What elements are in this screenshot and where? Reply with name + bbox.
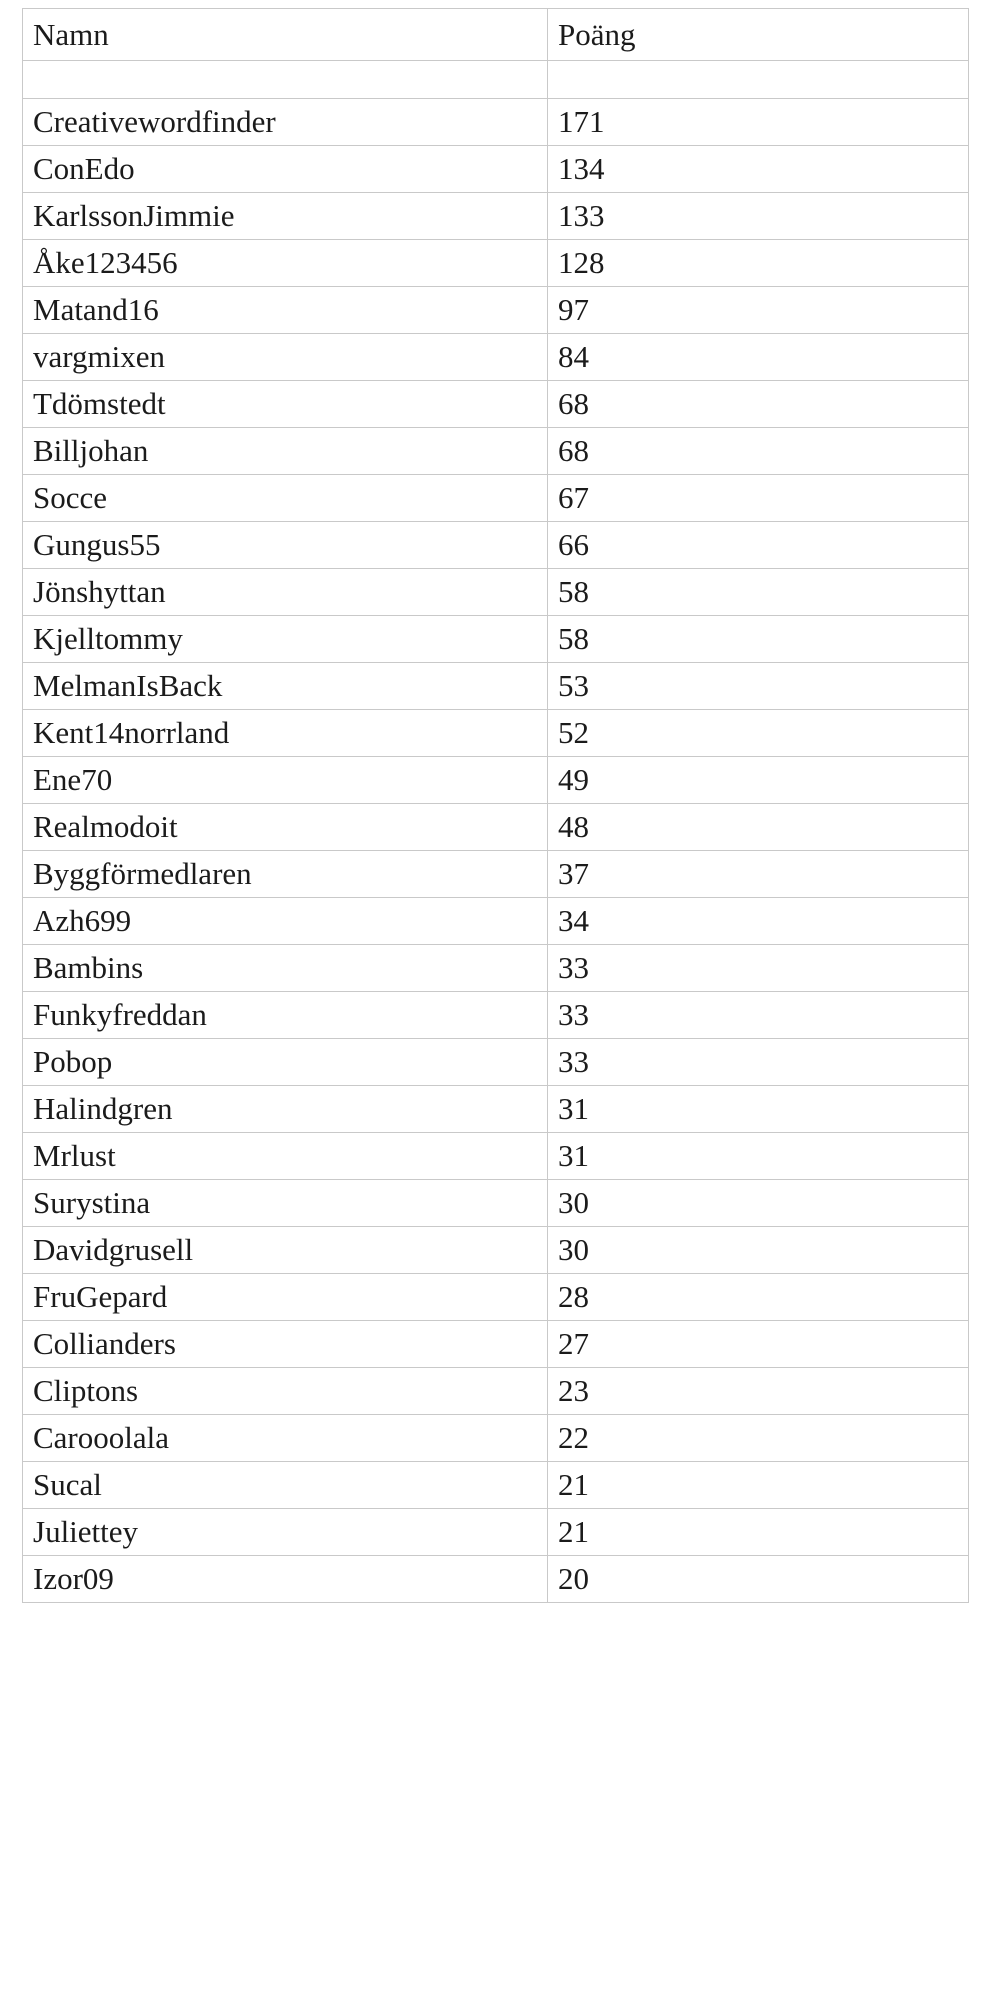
cell-points: 23 (548, 1368, 969, 1415)
cell-points: 31 (548, 1086, 969, 1133)
cell-points: 28 (548, 1274, 969, 1321)
cell-points: 48 (548, 804, 969, 851)
cell-name: Byggförmedlaren (23, 851, 548, 898)
cell-name: Collianders (23, 1321, 548, 1368)
cell-points: 97 (548, 287, 969, 334)
cell-name: Bambins (23, 945, 548, 992)
table-header-row (23, 9, 969, 61)
table-row (23, 428, 969, 475)
cell-points: 27 (548, 1321, 969, 1368)
cell-points: 33 (548, 1039, 969, 1086)
cell-points: 68 (548, 381, 969, 428)
cell-name: Izor09 (23, 1556, 548, 1603)
table-row (23, 1556, 969, 1603)
cell-points: 128 (548, 240, 969, 287)
cell-name: vargmixen (23, 334, 548, 381)
table-row (23, 146, 969, 193)
cell-name: Åke123456 (23, 240, 548, 287)
table-row (23, 757, 969, 804)
table-row (23, 616, 969, 663)
cell-name: Sucal (23, 1462, 548, 1509)
column-header-points: Poäng (548, 9, 969, 61)
table-row (23, 1415, 969, 1462)
table-row (23, 99, 969, 146)
cell-points: 58 (548, 616, 969, 663)
table-row (23, 1509, 969, 1556)
table-row (23, 851, 969, 898)
cell-name: Carooolala (23, 1415, 548, 1462)
cell-points: 171 (548, 99, 969, 146)
table-row (23, 569, 969, 616)
cell-name: KarlssonJimmie (23, 193, 548, 240)
table-row (23, 1368, 969, 1415)
cell-name: Ene70 (23, 757, 548, 804)
cell-name: ConEdo (23, 146, 548, 193)
scoreboard-table (22, 8, 969, 1603)
table-row (23, 992, 969, 1039)
cell-name: Kent14norrland (23, 710, 548, 757)
cell-name: Gungus55 (23, 522, 548, 569)
cell-points: 67 (548, 475, 969, 522)
cell-points: 33 (548, 945, 969, 992)
cell-points: 21 (548, 1509, 969, 1556)
cell-name: Kjelltommy (23, 616, 548, 663)
table-row (23, 898, 969, 945)
cell-name: Socce (23, 475, 548, 522)
table-row (23, 1321, 969, 1368)
cell-name: Jönshyttan (23, 569, 548, 616)
cell-name: Creativewordfinder (23, 99, 548, 146)
table-row (23, 240, 969, 287)
cell-name: FruGepard (23, 1274, 548, 1321)
cell-name: Davidgrusell (23, 1227, 548, 1274)
cell-name: Surystina (23, 1180, 548, 1227)
cell-points: 20 (548, 1556, 969, 1603)
spacer-cell-points (548, 61, 969, 99)
cell-name: Tdömstedt (23, 381, 548, 428)
cell-name: Billjohan (23, 428, 548, 475)
cell-points: 31 (548, 1133, 969, 1180)
table-row (23, 1133, 969, 1180)
cell-points: 134 (548, 146, 969, 193)
table-row (23, 804, 969, 851)
cell-name: Mrlust (23, 1133, 548, 1180)
cell-name: Realmodoit (23, 804, 548, 851)
cell-name: Pobop (23, 1039, 548, 1086)
cell-points: 133 (548, 193, 969, 240)
table-row (23, 663, 969, 710)
table-row (23, 522, 969, 569)
cell-name: Cliptons (23, 1368, 548, 1415)
table-row (23, 1274, 969, 1321)
cell-name: Azh699 (23, 898, 548, 945)
table-row (23, 1086, 969, 1133)
cell-points: 84 (548, 334, 969, 381)
cell-points: 58 (548, 569, 969, 616)
cell-points: 68 (548, 428, 969, 475)
table-row (23, 475, 969, 522)
table-row (23, 334, 969, 381)
cell-points: 66 (548, 522, 969, 569)
cell-name: Juliettey (23, 1509, 548, 1556)
table-row (23, 287, 969, 334)
table-row (23, 710, 969, 757)
table-row (23, 1180, 969, 1227)
cell-points: 52 (548, 710, 969, 757)
table-spacer-row (23, 61, 969, 99)
table-row (23, 1462, 969, 1509)
column-header-name: Namn (23, 9, 548, 61)
table-body (23, 61, 969, 1603)
table-row (23, 381, 969, 428)
cell-points: 30 (548, 1227, 969, 1274)
table-header (23, 9, 969, 61)
table-row (23, 1039, 969, 1086)
cell-points: 21 (548, 1462, 969, 1509)
cell-name: Funkyfreddan (23, 992, 548, 1039)
spacer-cell-name (23, 61, 548, 99)
table-row (23, 945, 969, 992)
cell-points: 49 (548, 757, 969, 804)
table-row (23, 193, 969, 240)
cell-points: 53 (548, 663, 969, 710)
cell-points: 22 (548, 1415, 969, 1462)
cell-points: 34 (548, 898, 969, 945)
cell-points: 33 (548, 992, 969, 1039)
cell-name: Halindgren (23, 1086, 548, 1133)
table-row (23, 1227, 969, 1274)
cell-points: 30 (548, 1180, 969, 1227)
cell-name: Matand16 (23, 287, 548, 334)
cell-name: MelmanIsBack (23, 663, 548, 710)
cell-points: 37 (548, 851, 969, 898)
